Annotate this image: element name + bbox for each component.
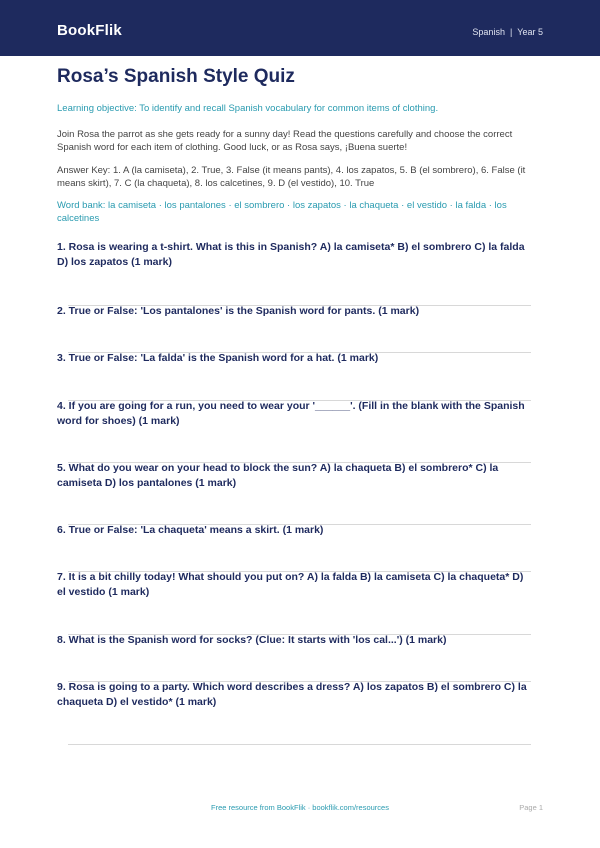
word-bank: Word bank: la camiseta · los pantalones · el sombrero · los zapatos · la chaqueta · el vestido · la falda · los calcetines — [57, 200, 507, 224]
subject-year-meta — [472, 27, 543, 37]
intro-paragraph: Join Rosa the parrot as she gets ready for a sunny day! Read the questions carefully and choose the correct Spanish word for each item of clothing. Good luck, or as Rosa says, ¡Buena suerte! — [57, 129, 513, 153]
question-4: 4. If you are going for a run, you need to wear your '______'. (Fill in the blank with the Spanish word for shoes) (1 mark) — [57, 400, 525, 427]
subject-label: Spanish — [472, 27, 505, 37]
question-3: 3. True or False: 'La falda' is the Spanish word for a hat. (1 mark) — [57, 352, 379, 364]
question-8: 8. What is the Spanish word for socks? (Clue: It starts with 'los cal...') (1 mark) — [57, 634, 447, 646]
question-5: 5. What do you wear on your head to block the sun? A) la chaqueta B) el sombrero* C) la camiseta D) los pantalones (1 mark) — [57, 462, 499, 489]
footer-credit: Free resource from BookFlik · bookflik.com/resources — [211, 803, 389, 812]
brand-logo-text: BookFlik — [57, 22, 122, 39]
question-7: 7. It is a bit chilly today! What should you put on? A) la falda B) la camiseta C) la chaqueta* D) el vestido (1 mark) — [57, 571, 524, 598]
meta-separator: | — [509, 27, 513, 37]
learning-objective: Learning objective: To identify and recall Spanish vocabulary for common items of clothing. — [57, 103, 439, 114]
question-6: 6. True or False: 'La chaqueta' means a skirt. (1 mark) — [57, 524, 324, 536]
page-title: Rosa’s Spanish Style Quiz — [57, 66, 295, 87]
answer-key: Answer Key: 1. A (la camiseta), 2. True, 3. False (it means pants), 4. los zapatos, 5. B (el sombrero), 6. False (it means skirt), 7. C (la chaqueta), 8. los calcetines, 9. D (el vestido), 10. True — [57, 165, 526, 189]
question-1: 1. Rosa is wearing a t-shirt. What is this in Spanish? A) la camiseta* B) el sombrero C) la falda D) los zapatos (1 mark) — [57, 241, 525, 268]
year-label: Year 5 — [517, 27, 543, 37]
page-number: Page 1 — [519, 803, 543, 812]
question-2: 2. True or False: 'Los pantalones' is the Spanish word for pants. (1 mark) — [57, 305, 420, 317]
question-9: 9. Rosa is going to a party. Which word describes a dress? A) los zapatos B) el sombrero C) la chaqueta D) el vestido* (1 mark) — [57, 681, 527, 708]
answer-line-9 — [68, 744, 531, 745]
worksheet-intro — [57, 65, 542, 225]
page-header — [0, 0, 600, 56]
